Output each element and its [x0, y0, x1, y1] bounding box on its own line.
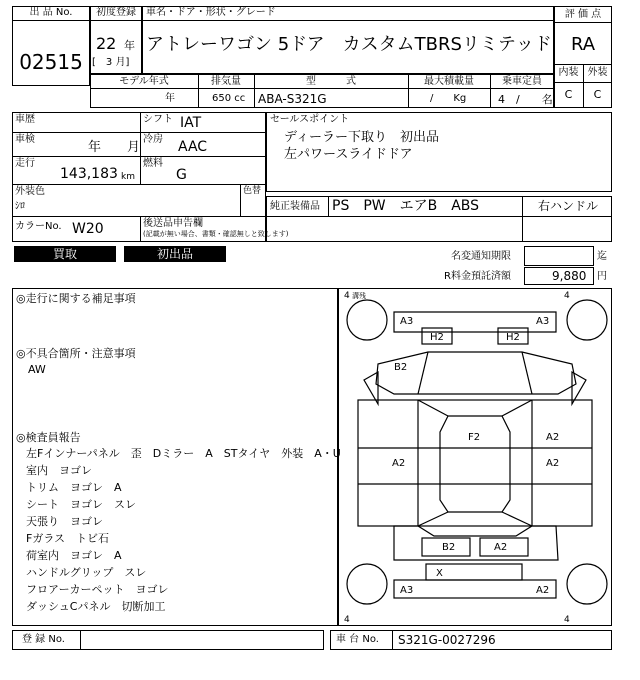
inspector-line: 室内 ヨゴレ	[26, 464, 92, 477]
tire-front-right	[567, 300, 607, 340]
lot-number: 02515	[19, 50, 83, 74]
first-reg-label: 初度登録	[96, 7, 136, 18]
name-change-unit: 迄	[597, 251, 607, 262]
model-year-label: モデル年式	[119, 76, 169, 87]
mark-front-right: A3	[536, 316, 550, 327]
mark-rear-b2: B2	[442, 542, 456, 553]
mileage-label: 走行	[15, 158, 35, 169]
reg-year-unit: 年	[124, 39, 135, 52]
sales-point-line1: ディーラー下取り 初出品	[284, 130, 439, 145]
tire-fr-text: 4	[564, 291, 570, 301]
mark-right-rear-door: A2	[546, 458, 560, 469]
interior-label: 内装	[558, 67, 579, 78]
defect-heading: ◎不具合箇所・注意事項	[16, 347, 136, 360]
car-diagram	[338, 288, 612, 626]
mark-left-front-door: A2	[392, 458, 406, 469]
inspector-line: 荷室内 ヨゴレ A	[26, 549, 122, 562]
mark-h2-right: H2	[506, 332, 520, 343]
handle-value: 右ハンドル	[538, 199, 599, 213]
name-change-box	[524, 246, 594, 266]
divider	[12, 216, 266, 217]
front-bumper	[394, 312, 556, 332]
capacity-value: 4 / 名	[498, 93, 553, 106]
tire-fl-text: 4	[344, 291, 350, 301]
tag-first-listing: 初出品	[124, 246, 226, 262]
inspector-line: ダッシュCパネル 切断加工	[26, 600, 166, 613]
vehicle-name: アトレーワゴン 5ドア カスタムTBRSリミテッド	[146, 34, 552, 55]
mark-fender: B2	[394, 362, 408, 373]
divider	[140, 216, 141, 242]
lot-label: 出 品 No.	[29, 7, 73, 18]
rear-bumper	[394, 580, 556, 598]
ext-color-label: 外装色	[15, 186, 45, 197]
rear-section	[394, 526, 558, 560]
model-year-value: 年	[165, 93, 175, 104]
doc-label: 後送品申告欄	[143, 218, 203, 229]
type-value: ABA-S321G	[258, 92, 327, 106]
pillar	[418, 512, 448, 526]
tire-rear-right	[567, 564, 607, 604]
fuel-label: 燃料	[143, 158, 163, 169]
divider	[142, 20, 554, 21]
ac-label: 冷房	[143, 134, 163, 145]
fuel-value: G	[176, 167, 187, 183]
inspector-line: ハンドルグリップ スレ	[26, 566, 147, 579]
mark-front-left: A3	[400, 316, 414, 327]
type-label: 型 式	[306, 76, 356, 87]
divider	[12, 184, 266, 185]
tire-rl-text: 4	[344, 615, 350, 625]
capacity-label: 乗車定員	[502, 76, 542, 87]
divider	[12, 156, 266, 157]
chassis-label: 車 台 No.	[336, 634, 379, 645]
interior-grade: C	[564, 88, 573, 101]
inspector-line: シート ヨゴレ スレ	[26, 498, 136, 511]
repaint-label: 色替	[243, 186, 262, 196]
hood	[376, 352, 576, 394]
ac-value: AAC	[178, 139, 208, 155]
tire-rr-text: 4	[564, 615, 570, 625]
pillar	[502, 400, 532, 416]
inspector-line: Fガラス トビ石	[26, 532, 109, 545]
divider	[12, 20, 90, 21]
lot-cell	[12, 6, 90, 86]
mark-roof: F2	[468, 432, 481, 443]
inspection-value: 年 月	[88, 140, 141, 155]
recycle-value: 9,880	[552, 269, 587, 283]
divider	[140, 112, 141, 184]
sales-point-label: セールスポイント	[270, 114, 350, 125]
inspector-line: 天張り ヨゴレ	[26, 515, 103, 528]
divider	[90, 88, 554, 89]
shift-value: IAT	[180, 115, 202, 131]
sales-point-line2: 左パワースライドドア	[284, 147, 413, 162]
color-no-value: W20	[72, 221, 104, 237]
maxload-value: / Kg	[430, 93, 467, 104]
divider	[392, 630, 393, 650]
name-change-label: 名変通知期限	[451, 251, 511, 262]
displacement-label: 排気量	[211, 76, 241, 87]
reg-month: [ 3 月]	[92, 57, 130, 68]
inspector-line: 左Fインナーパネル 歪 Dミラー A STタイヤ 外装 A・U	[26, 447, 341, 460]
hood-line	[522, 352, 532, 394]
divider	[80, 630, 81, 650]
mark-bumper-right: A2	[536, 585, 550, 596]
mark-rear-a2: A2	[494, 542, 508, 553]
defect-value: AW	[28, 363, 46, 376]
maxload-label: 最大積載量	[424, 76, 474, 87]
inspection-label: 車検	[15, 134, 35, 145]
score-label: 評 価 点	[564, 9, 602, 20]
divider	[554, 22, 612, 23]
divider	[328, 196, 329, 216]
exterior-grade: C	[593, 88, 602, 101]
roof	[440, 416, 510, 512]
mark-right-front-door: A2	[546, 432, 560, 443]
reg-label: 登 録 No.	[22, 634, 65, 645]
mark-bumper-left: A3	[400, 585, 414, 596]
exterior-label: 外装	[587, 67, 608, 78]
tag-buyout: 買取	[14, 246, 116, 262]
reg-year: 22	[96, 34, 117, 53]
divider	[266, 216, 612, 217]
mark-h2-left: H2	[430, 332, 444, 343]
color-no-label: カラーNo.	[15, 221, 62, 232]
inspector-line: トリム ヨゴレ A	[26, 481, 122, 494]
recycle-label: R料金預託済額	[444, 271, 511, 282]
divider	[240, 184, 241, 216]
mirror-left	[364, 372, 378, 404]
doc-note: (記載が無い場合、書類・確認無しと致します)	[143, 230, 289, 238]
shift-label: シフト	[143, 114, 173, 125]
equipment-label: 純正装備品	[270, 201, 320, 212]
inspector-heading: ◎検査員報告	[16, 431, 81, 444]
history-label: 車歴	[15, 114, 35, 125]
inspector-line: フロアーカーペット ヨゴレ	[26, 583, 169, 596]
tire-front-left	[347, 300, 387, 340]
recycle-unit: 円	[597, 271, 607, 282]
pillar	[502, 512, 532, 526]
pillar	[418, 400, 448, 416]
mileage-unit: km	[121, 172, 135, 182]
vehicle-label: 車名・ドア・形状・グレード	[146, 7, 276, 18]
score-value: RA	[570, 34, 596, 55]
equipment-value: PS PW エアB ABS	[332, 198, 480, 214]
divider	[522, 196, 523, 242]
displacement-value: 650 cc	[212, 93, 246, 104]
hood-line	[418, 352, 428, 394]
tire-fl-unit: 溝残	[352, 292, 366, 300]
travel-heading: ◎走行に関する補足事項	[16, 292, 136, 305]
divider	[12, 132, 266, 133]
chassis-value: S321G-0027296	[398, 633, 496, 647]
tire-rear-left	[347, 564, 387, 604]
mileage-value: 143,183	[60, 166, 118, 182]
divider	[90, 20, 142, 21]
mark-x: X	[436, 568, 443, 579]
ext-color-value: ｼﾛ	[15, 201, 25, 212]
